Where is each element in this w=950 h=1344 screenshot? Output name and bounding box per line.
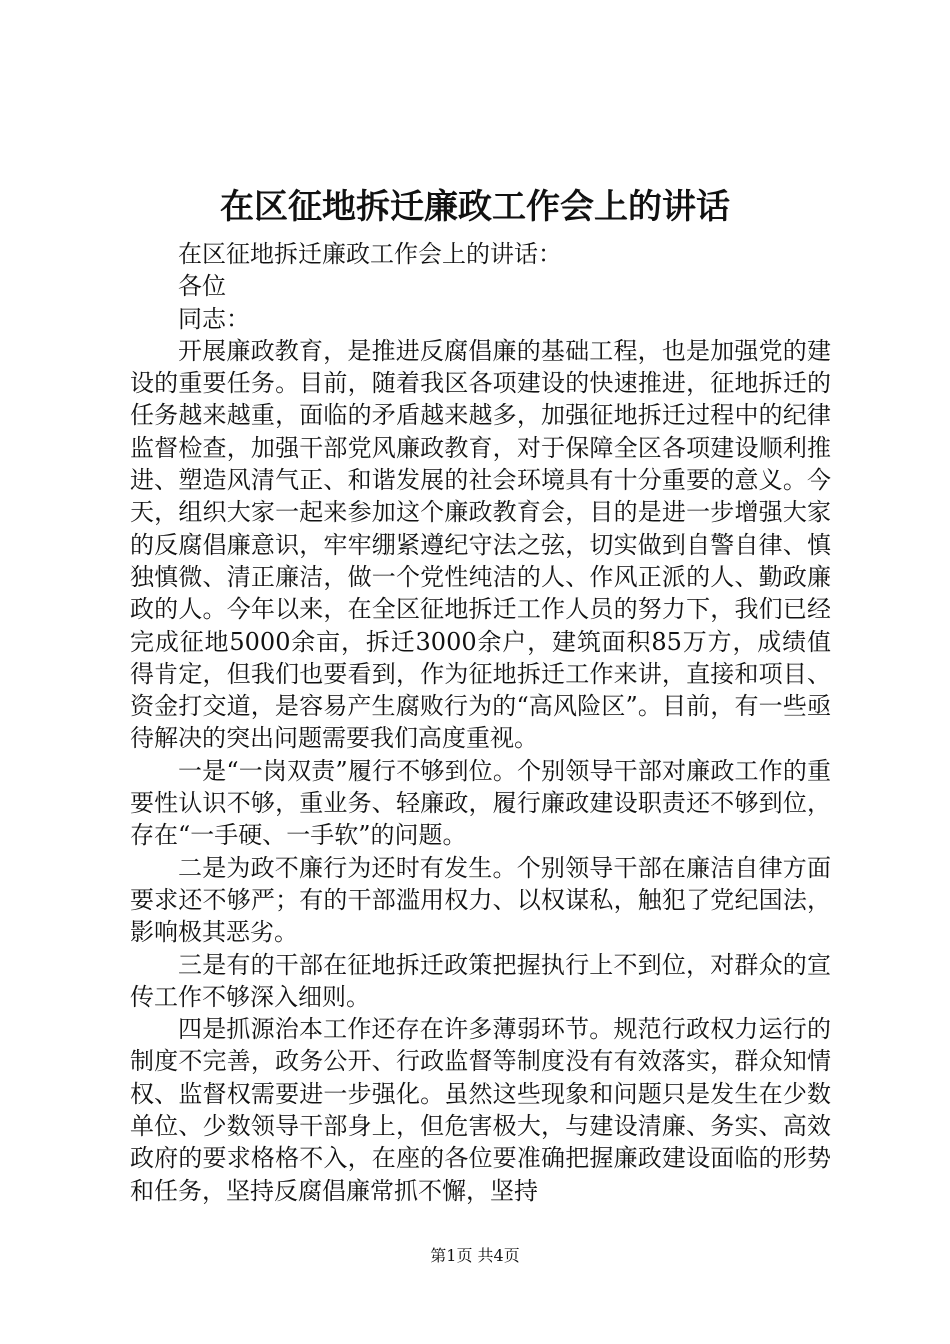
salutation-line-1: 各位 (178, 272, 226, 301)
paragraph-intro: 开展廉政教育，是推进反腐倡廉的基础工程，也是加强党的建设的重要任务。目前，随着我区各项建设的快速推进，征地拆迁的任务越来越重，面临的矛盾越来越多，加强征地拆迁过程中的纪律监督检查，加强干部党风廉政教育，对于保障全区各项建设顺利推进、塑造风清气正、和谐发展的社会环境具有十分重要的意义。今天，组织大家一起来参加这个廉政教育会，目的是进一步增强大家的反腐倡廉意识，牢牢绷紧遵纪守法之弦，切实做到自警自律、慎独慎微、清正廉洁，做一个党性纯洁的人、作风正派的人、勤政廉政的人。今年以来，在全区征地拆迁工作人员的努力下，我们已经完成征地5000余亩，拆迁3000余户，建筑面积85万方，成绩值得肯定，但我们也要看到，作为征地拆迁工作来讲，直接和项目、资金打交道，是容易产生腐败行为的“高风险区”。目前，有一些亟待解决的突出问题需要我们高度重视。 (130, 336, 831, 753)
paragraph-issue-3: 三是有的干部在征地拆迁政策把握执行上不到位，对群众的宣传工作不够深入细则。 (130, 950, 831, 1011)
paragraph-issue-4: 四是抓源治本工作还存在许多薄弱环节。规范行政权力运行的制度不完善，政务公开、行政监督等制度没有有效落实，群众知情权、监督权需要进一步强化。虽然这些现象和问题只是发生在少数单位、少数领导干部身上，但危害极大，与建设清廉、务实、高效政府的要求格格不入，在座的各位要准确把握廉政建设面临的形势和任务，坚持反腐倡廉常抓不懈，坚持 (130, 1015, 831, 1205)
document-body (130, 238, 831, 1207)
document-title: 在区征地拆迁廉政工作会上的讲话 (220, 187, 730, 227)
salutation-line-2: 同志： (178, 304, 250, 333)
salutation-heading: 在区征地拆迁廉政工作会上的讲话： (178, 240, 562, 268)
paragraph-issue-1: 一是“一岗双责”履行不够到位。个别领导干部对廉政工作的重要性认识不够，重业务、轻廉政，履行廉政建设职责还不够到位，存在“一手硬、一手软”的问题。 (130, 756, 831, 850)
paragraph-issue-2: 二是为政不廉行为还时有发生。个别领导干部在廉洁自律方面要求还不够严；有的干部滥用权力、以权谋私，触犯了党纪国法，影响极其恶劣。 (130, 853, 831, 947)
page-number-footer: 第1页 共4页 (430, 1246, 520, 1265)
